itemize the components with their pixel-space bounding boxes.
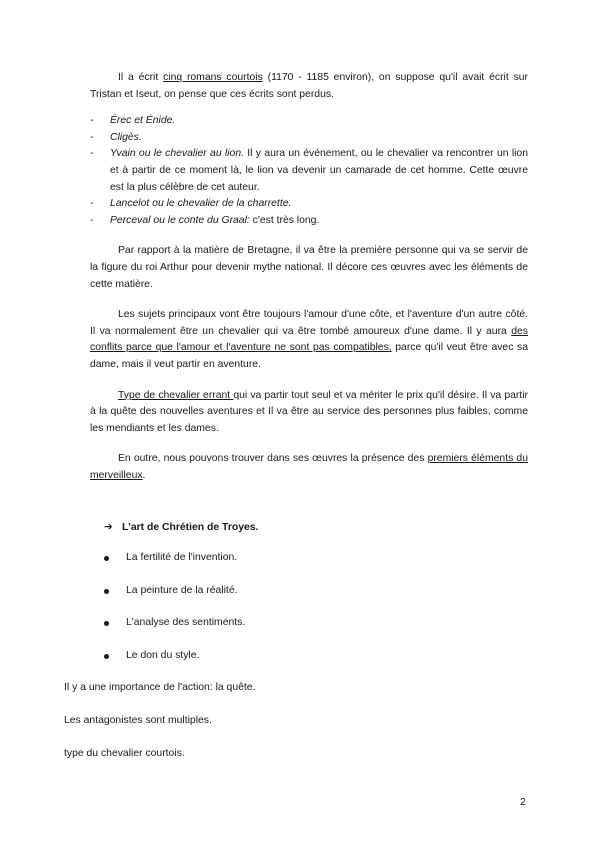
bretagne-paragraph: Par rapport à la matière de Bretagne, il va être la première personne qui va se servir de la figure du roi Arthur pour devenir mythe national. Il décore ces œuvres avec les éléments de cette matière. [90, 245, 528, 290]
document-page [64, 70, 529, 762]
sujets-paragraph [90, 307, 528, 373]
intro-paragraph [90, 70, 528, 103]
roman-title: Lancelot ou le chevalier de la charrette. [110, 198, 292, 210]
bullet-icon [104, 556, 109, 561]
type-text: qui va partir tout seul et va mériter le prix qu'il désire. Il va partir à la quête des nouvelles aventures et Il va être au service des personnes plus faibles, comme les mendiants et les dames. [90, 389, 529, 434]
intro-text-end: (1170 - 1185 environ), on suppose qu'il avait écrit sur Tristan et Iseut, on pense que ces écrits sont perdus. [90, 72, 529, 100]
note-line: Il y a une importance de l'action: la quête. [64, 682, 256, 694]
intro-text: Il a écrit [118, 72, 164, 83]
list-item [90, 550, 528, 567]
art-heading [90, 520, 528, 537]
roman-title: Érec et Énide. [110, 115, 176, 127]
art-item-text: L'analyse des sentiments. [126, 617, 246, 629]
merveilleux-underlined: premiers éléments du merveilleux [90, 453, 528, 481]
note-line: type du chevalier courtois. [64, 747, 185, 759]
list-item: - Lancelot ou le chevalier de la charrette. [90, 198, 292, 210]
art-heading-text: L'art de Chrétien de Troyes. [122, 522, 259, 534]
art-item-text: Le don du style. [126, 649, 200, 661]
type-paragraph [90, 388, 528, 438]
art-item-text: La peinture de la réalité. [126, 584, 238, 596]
list-item [90, 648, 528, 665]
art-list [90, 550, 528, 664]
type-underlined: Type de chevalier errant [118, 389, 234, 401]
merveilleux-text: En outre, nous pouvons trouver dans ses œuvres la présence des [118, 453, 428, 465]
list-item: - Érec et Énide. [90, 115, 176, 127]
sujets-text: Les sujets principaux vont être toujours l'amour d'une côte, et l'aventure d'un autre côté. Il va normalement être un chevalier qui va être tombé amoureux d'une dame. Il y aura [90, 309, 528, 337]
list-item [90, 615, 528, 632]
page-number: 2 [520, 797, 526, 808]
bullet-icon [104, 654, 109, 659]
right-arrow-icon: ➔ [104, 522, 113, 534]
list-item: - Cligès. [90, 131, 142, 143]
roman-title: Yvain ou le chevalier au lion. [110, 148, 244, 160]
sujets-text-end: parce qu'il veut être avec sa dame, mais il veut partir en aventure. [90, 342, 528, 370]
intro-underlined: cinq romans courtois [163, 72, 263, 83]
list-item: - Yvain ou le chevalier au lion. Il y aura un événement, ou le chevalier va rencontrer un lion et à partir de ce moment là, le lion va devenir un camarade de cet homme. Cette œuvre est la plus célèbre de cet auteur. [90, 148, 528, 193]
note-line: Les antagonistes sont multiples. [64, 715, 212, 727]
merveilleux-paragraph [90, 451, 528, 484]
sujets-underlined: des conflits parce que l'amour et l'aventure ne sont pas compatibles, [90, 325, 528, 354]
bullet-icon [104, 589, 109, 594]
list-item [90, 583, 528, 600]
roman-title: Perceval ou le conte du Graal: [110, 214, 250, 226]
romans-list [90, 113, 528, 229]
roman-desc: Il y aura un événement, ou le chevalier va rencontrer un lion et à partir de ce moment là, le lion va devenir un camarade de cet homme. Cette œuvre est la plus célèbre de cet auteur. [110, 148, 528, 193]
list-item: - Perceval ou le conte du Graal: c'est très long. [90, 214, 320, 226]
art-item-text: La fertilité de l'invention. [126, 552, 238, 564]
merveilleux-text-end: . [142, 469, 146, 481]
roman-desc: c'est très long. [249, 214, 320, 226]
bullet-icon [104, 621, 109, 626]
roman-title: Cligès. [110, 131, 142, 143]
